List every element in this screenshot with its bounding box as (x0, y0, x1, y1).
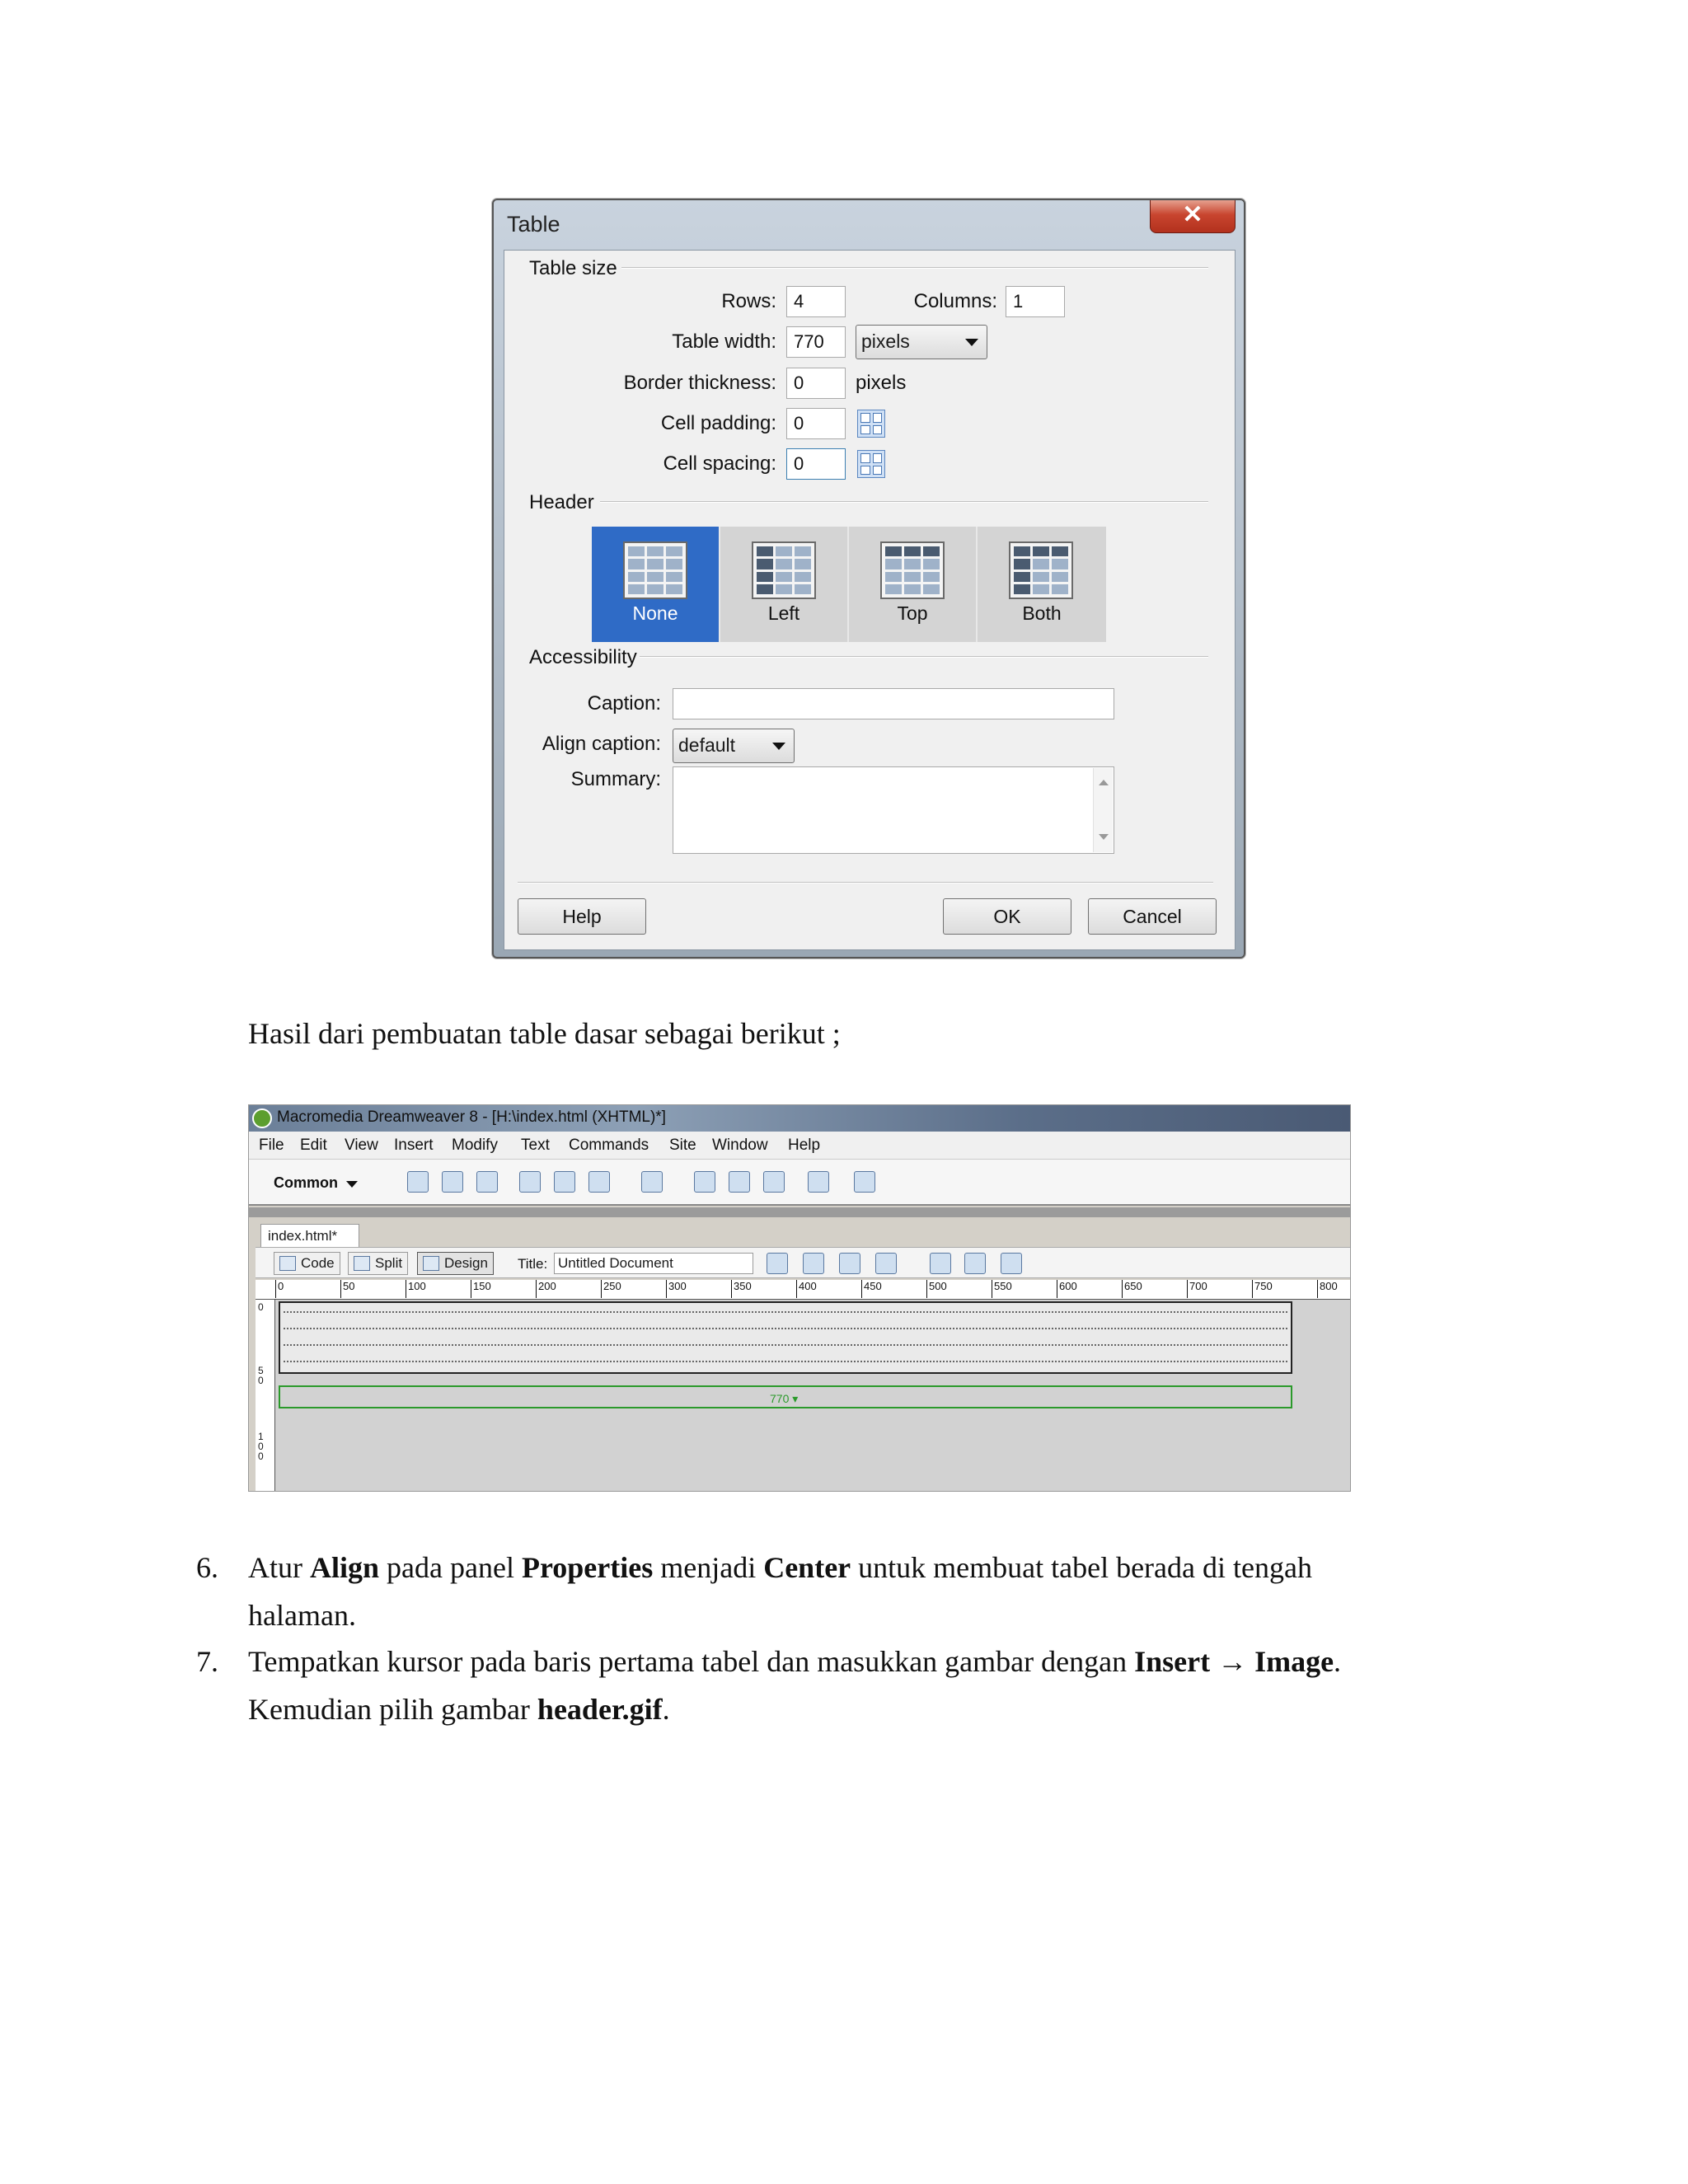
server-side-include-icon[interactable] (729, 1171, 750, 1193)
table-width-guide (279, 1385, 1292, 1408)
rows-input[interactable]: 4 (786, 286, 846, 317)
ruler-tick: 150 (471, 1280, 491, 1298)
caption-label: Caption: (587, 692, 661, 715)
dw-window-title: Macromedia Dreamweaver 8 - [H:\index.html (XHTML)*] (277, 1108, 666, 1126)
step-7-line-2 (248, 1686, 670, 1732)
menu-view[interactable]: View (345, 1137, 378, 1154)
step-bold-text: Properties (521, 1551, 654, 1584)
width-guide-line (280, 1385, 1291, 1387)
header-option-top[interactable] (849, 527, 978, 642)
header-option-label: Top (897, 602, 928, 624)
table-top-header-icon (880, 541, 945, 599)
help-button[interactable]: Help (518, 898, 646, 935)
ruler-tick: 800 (1317, 1280, 1338, 1298)
file-transfer-icon[interactable] (839, 1253, 860, 1274)
insert-category-value: Common (274, 1174, 338, 1191)
dw-menu-bar (249, 1132, 1351, 1160)
width-label: Table width: (672, 330, 776, 353)
close-button[interactable]: ✕ (1150, 200, 1236, 233)
ruler-tick: 600 (1057, 1280, 1077, 1298)
header-option-both[interactable] (978, 527, 1106, 642)
check-browser-icon[interactable] (767, 1253, 788, 1274)
menu-file[interactable]: File (259, 1137, 284, 1154)
vruler-tick: 1 0 0 (258, 1431, 264, 1462)
padding-label: Cell padding: (660, 412, 776, 434)
menu-site[interactable]: Site (669, 1137, 696, 1154)
dw-document-toolbar (256, 1247, 1351, 1278)
email-link-icon[interactable] (442, 1171, 463, 1193)
named-anchor-icon[interactable] (476, 1171, 498, 1193)
menu-help[interactable]: Help (788, 1137, 821, 1154)
ruler-tick: 200 (536, 1280, 556, 1298)
doc-title-label: Title: (518, 1256, 548, 1272)
dreamweaver-screenshot (248, 1104, 1351, 1492)
step-text: . (1334, 1645, 1342, 1678)
menu-window[interactable]: Window (712, 1137, 768, 1154)
dw-separator (249, 1207, 1351, 1217)
split-view-label: Split (375, 1255, 403, 1271)
step-6-line-1 (248, 1544, 1484, 1591)
table-row[interactable] (284, 1328, 1287, 1329)
dialog-title: Table (507, 212, 560, 237)
step-bold-text: Align (310, 1551, 380, 1584)
table-none-icon (623, 541, 687, 599)
ruler-tick: 700 (1187, 1280, 1207, 1298)
padding-input[interactable]: 0 (786, 408, 846, 439)
width-unit-value: pixels (861, 330, 910, 352)
summary-scrollbar[interactable] (1093, 768, 1113, 852)
image-icon[interactable] (588, 1171, 610, 1193)
step-text: untuk membuat tabel berada di tengah (851, 1551, 1312, 1584)
doc-tab-index[interactable]: index.html* (260, 1224, 359, 1247)
caption-input[interactable] (673, 688, 1114, 719)
step-bold-text: Center (763, 1551, 851, 1584)
step-text: pada panel (379, 1551, 522, 1584)
divider (600, 501, 1208, 503)
date-icon[interactable] (694, 1171, 715, 1193)
menu-text[interactable]: Text (521, 1137, 550, 1154)
cancel-button[interactable]: Cancel (1088, 898, 1217, 935)
insert-category-select[interactable] (274, 1174, 358, 1192)
chevron-down-icon (965, 339, 978, 346)
design-icon (423, 1256, 439, 1271)
step-6-line-2: halaman. (248, 1599, 356, 1632)
step-text: menjadi (653, 1551, 764, 1584)
section-accessibility: Accessibility (529, 646, 637, 668)
code-view-button[interactable] (274, 1252, 340, 1275)
vruler-tick: 5 0 (258, 1365, 264, 1386)
step-number: 7. (196, 1645, 218, 1678)
ruler-tick: 750 (1252, 1280, 1273, 1298)
layer-icon[interactable] (554, 1171, 575, 1193)
menu-modify[interactable]: Modify (452, 1137, 498, 1154)
preview-browser-icon[interactable] (875, 1253, 897, 1274)
split-view-button[interactable] (348, 1252, 408, 1275)
ruler-tick: 250 (601, 1280, 621, 1298)
ruler-tick: 0 (275, 1280, 284, 1298)
border-input[interactable]: 0 (786, 368, 846, 399)
table-row[interactable] (284, 1361, 1287, 1362)
templates-icon[interactable] (854, 1171, 875, 1193)
step-number: 6. (196, 1551, 218, 1584)
table-row[interactable] (284, 1311, 1287, 1313)
code-view-label: Code (301, 1255, 335, 1271)
table-width-label[interactable]: 770 ▾ (767, 1392, 801, 1406)
rows-label: Rows: (721, 290, 776, 312)
cell-spacing-icon (857, 450, 885, 478)
dialog-body (504, 250, 1236, 950)
width-guide-line (280, 1407, 1291, 1408)
dw-insert-bar (249, 1160, 1351, 1206)
design-view-label: Design (444, 1255, 488, 1271)
scroll-up-icon[interactable] (1099, 780, 1109, 785)
split-icon (354, 1256, 370, 1271)
align-caption-select[interactable] (673, 729, 795, 763)
step-bold-text: Insert → Image (1134, 1645, 1334, 1678)
ok-button[interactable]: OK (943, 898, 1071, 935)
table-dialog (492, 199, 1245, 958)
vruler-tick: 0 (258, 1301, 264, 1313)
table-left-header-icon (752, 541, 816, 599)
ruler-tick: 400 (796, 1280, 817, 1298)
validate-icon[interactable] (803, 1253, 824, 1274)
cell-padding-icon (857, 410, 885, 438)
dw-document-tabs (256, 1217, 1351, 1244)
ruler-tick: 500 (926, 1280, 947, 1298)
width-input[interactable]: 770 (786, 326, 846, 358)
align-caption-value: default (678, 734, 736, 756)
media-icon[interactable] (641, 1171, 663, 1193)
menu-commands[interactable]: Commands (569, 1137, 649, 1154)
summary-label: Summary: (570, 768, 661, 790)
divider (621, 267, 1208, 269)
step-bold-text: header.gif (537, 1693, 663, 1726)
border-label: Border thickness: (623, 372, 776, 394)
table-icon[interactable] (519, 1171, 541, 1193)
horizontal-ruler (256, 1280, 1351, 1300)
ruler-tick: 450 (861, 1280, 882, 1298)
header-option-label: Left (767, 602, 800, 624)
view-options-icon[interactable] (964, 1253, 986, 1274)
dreamweaver-logo-icon (252, 1108, 272, 1128)
columns-input[interactable]: 1 (1006, 286, 1065, 317)
header-option-none[interactable] (592, 527, 720, 642)
step-text: Tempatkan kursor pada baris pertama tabel dan masukkan gambar dengan (248, 1645, 1135, 1678)
head-icon[interactable] (808, 1171, 829, 1193)
chevron-down-icon (346, 1181, 358, 1188)
step-text: . (662, 1693, 670, 1726)
doc-title-input[interactable]: Untitled Document (554, 1253, 753, 1274)
menu-insert[interactable]: Insert (394, 1137, 434, 1154)
columns-label: Columns: (913, 290, 997, 312)
ruler-tick: 300 (666, 1280, 687, 1298)
ruler-tick: 50 (340, 1280, 354, 1298)
dw-title-bar (249, 1105, 1351, 1132)
table-both-header-icon (1009, 541, 1073, 599)
refresh-icon[interactable] (930, 1253, 951, 1274)
section-header: Header (529, 491, 594, 513)
section-table-size: Table size (529, 257, 617, 279)
visual-aids-icon[interactable] (1001, 1253, 1022, 1274)
step-7-line-1 (248, 1638, 1534, 1685)
scroll-down-icon[interactable] (1099, 834, 1109, 840)
ruler-tick: 350 (731, 1280, 752, 1298)
table-row[interactable] (284, 1344, 1287, 1346)
spacing-input[interactable]: 0 (786, 448, 846, 480)
hyperlink-icon[interactable] (407, 1171, 429, 1193)
menu-edit[interactable]: Edit (300, 1137, 327, 1154)
header-option-label: Both (1022, 602, 1062, 624)
ruler-tick: 550 (992, 1280, 1012, 1298)
spacing-label: Cell spacing: (663, 452, 776, 475)
header-option-left[interactable] (720, 527, 849, 642)
width-unit-select[interactable] (856, 325, 987, 359)
ruler-tick: 100 (406, 1280, 426, 1298)
summary-textarea[interactable] (673, 766, 1114, 854)
ruler-tick: 650 (1122, 1280, 1142, 1298)
code-icon (279, 1256, 296, 1271)
vertical-ruler (256, 1300, 275, 1492)
comment-icon[interactable] (763, 1171, 785, 1193)
intro-paragraph: Hasil dari pembuatan table dasar sebagai berikut ; (248, 1017, 841, 1050)
header-option-label: None (632, 602, 678, 624)
align-caption-label: Align caption: (542, 733, 661, 755)
divider (640, 656, 1208, 658)
divider (518, 882, 1213, 883)
design-view-button[interactable] (417, 1252, 494, 1275)
border-unit: pixels (856, 372, 907, 394)
step-text: Atur (248, 1551, 310, 1584)
step-text: Kemudian pilih gambar (248, 1693, 537, 1726)
inserted-table[interactable] (279, 1301, 1292, 1374)
chevron-down-icon (772, 743, 785, 750)
